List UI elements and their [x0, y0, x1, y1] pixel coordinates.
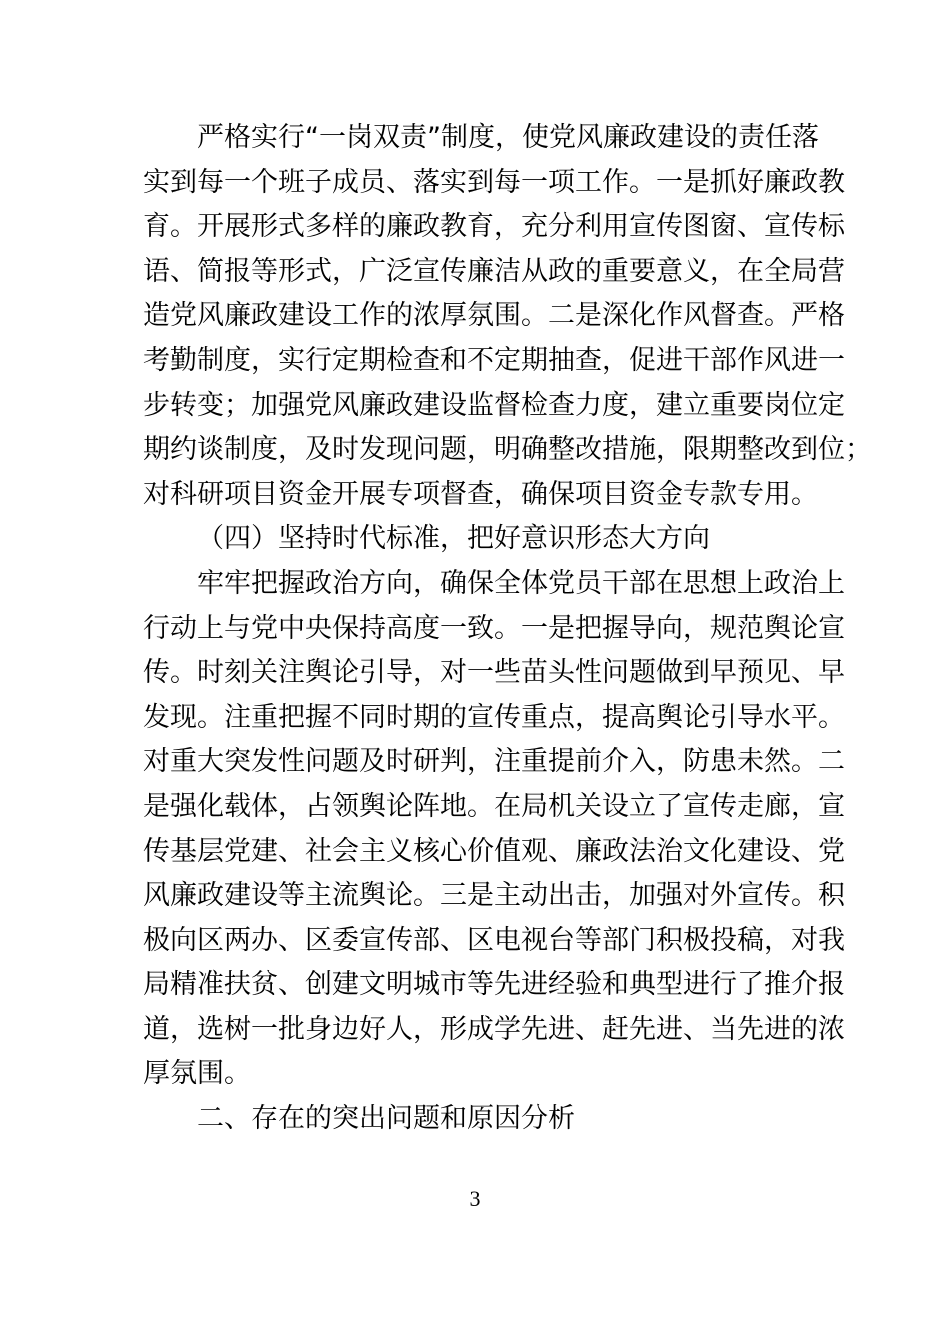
- paragraph-line: 道，选树一批身边好人，形成学先进、赶先进、当先进的浓: [143, 1013, 845, 1045]
- section-heading: （四）坚持时代标准，把好意识形态大方向: [197, 523, 710, 555]
- paragraph-line: 厚氛围。: [143, 1058, 251, 1090]
- paragraph-line: 语、简报等形式，广泛宣传廉洁从政的重要意义，在全局营: [143, 255, 845, 287]
- paragraph-line: 对科研项目资金开展专项督查，确保项目资金专款专用。: [143, 478, 818, 510]
- paragraph-line: 行动上与党中央保持高度一致。一是把握导向，规范舆论宣: [143, 612, 845, 644]
- paragraph-line: 实到每一个班子成员、落实到每一项工作。一是抓好廉政教: [143, 166, 845, 198]
- paragraph-line: 育。开展形式多样的廉政教育，充分利用宣传图窗、宣传标: [143, 211, 845, 243]
- page-number: 3: [469, 1186, 481, 1211]
- paragraph-line: 极向区两办、区委宣传部、区电视台等部门积极投稿，对我: [143, 924, 845, 956]
- paragraph-line: 是强化载体，占领舆论阵地。在局机关设立了宣传走廊，宣: [143, 790, 845, 822]
- paragraph-line: 期约谈制度，及时发现问题，明确整改措施，限期整改到位；: [143, 434, 872, 466]
- paragraph-line: 牢牢把握政治方向，确保全体党员干部在思想上政治上: [197, 567, 845, 599]
- paragraph-line: 风廉政建设等主流舆论。三是主动出击，加强对外宣传。积: [143, 880, 845, 912]
- paragraph-line: 严格实行“一岗双责”制度，使党风廉政建设的责任落: [197, 122, 819, 153]
- paragraph-line: 局精准扶贫、创建文明城市等先进经验和典型进行了推介报: [143, 969, 845, 1001]
- paragraph-line: 考勤制度，实行定期检查和不定期抽查，促进干部作风进一: [143, 344, 845, 376]
- body-text: [143, 116, 872, 1142]
- paragraph-line: 发现。注重把握不同时期的宣传重点，提高舆论引导水平。: [143, 701, 845, 733]
- paragraph-line: 步转变；加强党风廉政建设监督检查力度，建立重要岗位定: [143, 389, 845, 421]
- paragraph-line: 对重大突发性问题及时研判，注重提前介入，防患未然。二: [143, 746, 845, 778]
- paragraph-line: 造党风廉政建设工作的浓厚氛围。二是深化作风督查。严格: [143, 300, 845, 332]
- paragraph-line: 传。时刻关注舆论引导，对一些苗头性问题做到早预见、早: [143, 657, 845, 689]
- paragraph-line: 传基层党建、社会主义核心价值观、廉政法治文化建设、党: [143, 835, 845, 867]
- section-heading: 二、存在的突出问题和原因分析: [197, 1103, 575, 1135]
